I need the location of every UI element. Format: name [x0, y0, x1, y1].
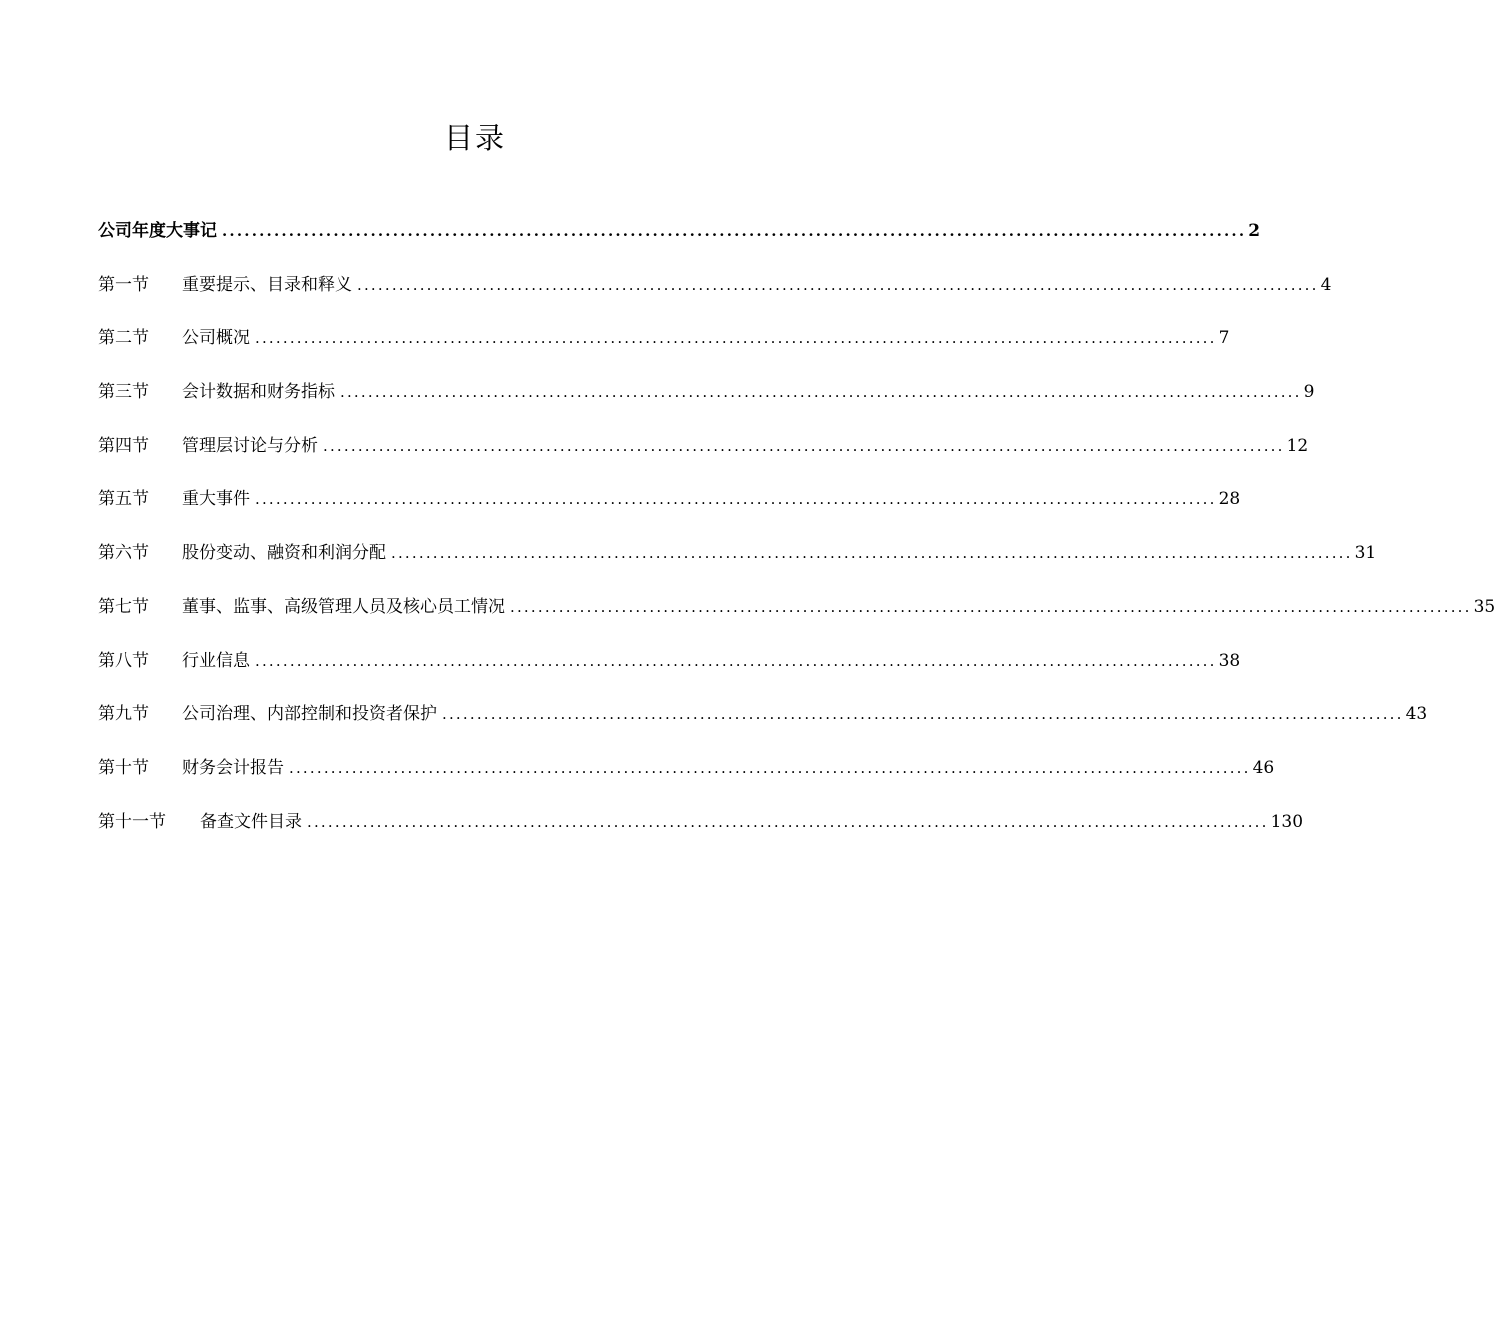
toc-entry-section-1[interactable]	[98, 266, 1332, 320]
toc-dot-leader: ..........................................................................................................................................	[222, 222, 1247, 240]
toc-page-number: 46	[1252, 757, 1275, 778]
toc-page-number: 130	[1270, 811, 1304, 832]
toc-dot-leader: ..........................................................................................................................................	[323, 436, 1285, 455]
toc-entry-section-3[interactable]	[98, 373, 1315, 427]
toc-entry-section-2[interactable]	[98, 319, 1230, 373]
toc-section-number: 第六节	[98, 543, 149, 564]
toc-section-number: 第十一节	[98, 811, 166, 832]
toc-entry-title: 董事、监事、高级管理人员及核心员工情况	[182, 596, 505, 617]
toc-entry-section-8[interactable]	[98, 642, 1241, 696]
toc-section-number: 第二节	[98, 328, 149, 349]
toc-entry-section-7[interactable]	[98, 588, 1495, 642]
toc-entry-title: 备查文件目录	[200, 811, 302, 832]
toc-entry-section-11[interactable]	[98, 803, 1304, 857]
toc-page-number: 28	[1218, 489, 1241, 510]
toc-dot-leader: ..........................................................................................................................................	[391, 544, 1353, 563]
toc-page-number: 35	[1473, 596, 1495, 617]
toc-section-number: 第十节	[98, 757, 149, 778]
toc-entry-title: 重大事件	[182, 489, 250, 510]
toc-entry-title: 股份变动、融资和利润分配	[182, 543, 386, 564]
toc-page-number: 2	[1248, 221, 1261, 241]
toc-page-number: 9	[1303, 382, 1315, 403]
toc-dot-leader: ..........................................................................................................................................	[289, 758, 1251, 777]
toc-section-number: 第三节	[98, 382, 149, 403]
toc-page-number: 7	[1218, 328, 1230, 349]
toc-dot-leader: ..........................................................................................................................................	[255, 651, 1217, 670]
toc-dot-leader: ..........................................................................................................................................	[255, 329, 1217, 348]
toc-entry-section-4[interactable]	[98, 427, 1309, 481]
toc-entry-title: 行业信息	[182, 650, 250, 671]
toc-entry-title: 公司年度大事记	[98, 221, 217, 241]
toc-page-number: 12	[1286, 435, 1309, 456]
toc-dot-leader: ..........................................................................................................................................	[357, 275, 1319, 294]
toc-page-number: 4	[1320, 274, 1332, 295]
toc-entry-section-10[interactable]	[98, 749, 1275, 803]
toc-entry-title: 管理层讨论与分析	[182, 435, 318, 456]
toc-dot-leader: ..........................................................................................................................................	[340, 383, 1302, 402]
toc-entry-title: 公司治理、内部控制和投资者保护	[182, 704, 437, 725]
toc-entry-section-9[interactable]	[98, 695, 1428, 749]
toc-section-number: 第一节	[98, 274, 149, 295]
toc-dot-leader: ..........................................................................................................................................	[255, 490, 1217, 509]
toc-section-number: 第八节	[98, 650, 149, 671]
toc-section-number: 第九节	[98, 704, 149, 725]
toc-entry-annual-events[interactable]	[98, 212, 1261, 266]
toc-entry-title: 公司概况	[182, 328, 250, 349]
toc-entry-section-6[interactable]	[98, 534, 1377, 588]
toc-page-number: 38	[1218, 650, 1241, 671]
toc-entry-section-5[interactable]	[98, 480, 1241, 534]
toc-entry-title: 财务会计报告	[182, 757, 284, 778]
toc-section-number: 第四节	[98, 435, 149, 456]
toc-page-number: 43	[1405, 704, 1428, 725]
toc-dot-leader: ..........................................................................................................................................	[442, 705, 1404, 724]
toc-entry-title: 会计数据和财务指标	[182, 382, 335, 403]
toc-section-number: 第五节	[98, 489, 149, 510]
toc-dot-leader: ..........................................................................................................................................	[510, 597, 1472, 616]
toc-entry-title: 重要提示、目录和释义	[182, 274, 352, 295]
toc-section-number: 第七节	[98, 596, 149, 617]
toc-page-number: 31	[1354, 543, 1377, 564]
page-title: 目录	[443, 121, 506, 155]
table-of-contents	[98, 212, 1495, 856]
toc-dot-leader: ..........................................................................................................................................	[307, 812, 1269, 831]
